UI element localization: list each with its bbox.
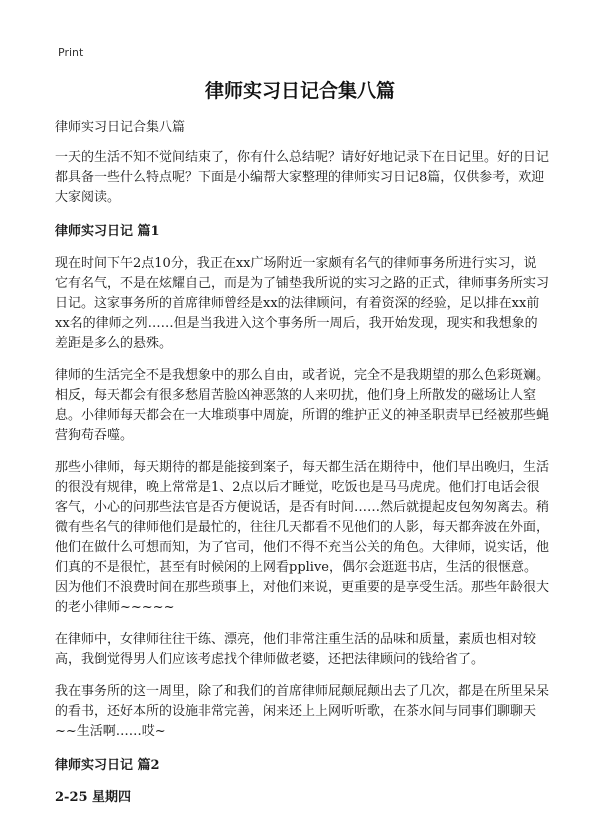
- document-title: 律师实习日记合集八篇: [204, 80, 395, 102]
- diary-date: 2-25 星期四: [55, 790, 132, 805]
- section-1-paragraph: 律师的生活完全不是我想象中的那么自由，或者说，完全不是我期望的那么色彩斑斓。相反，每天都会有很多愁眉苦脸凶神恶煞的人来叨扰，他们身上所散发的磁场让人窒息。小律师每天都会在一大堆琐事中周旋，所谓的维护正义的神圣职责早已经被那些蝇营狗苟吞噬。: [55, 368, 550, 443]
- document-body: [55, 118, 549, 808]
- section-1-paragraph: 我在事务所的这一周里，除了和我们的首席律师屁颠屁颠出去了几次，都是在所里呆呆的看书，还好本所的设施非常完善，闲来还上上网听听歌，在茶水间与同事们聊聊天~~生活啊……哎~: [55, 684, 550, 739]
- document-subtitle: 律师实习日记合集八篇: [55, 120, 186, 135]
- section-1-paragraph: 在律师中，女律师往往干练、漂亮，他们非常注重生活的品味和质量，素质也相对较高，我倒觉得男人们应该考虑找个律师做老婆，还把法律顾问的钱给省了。: [55, 632, 537, 667]
- intro-paragraph: 一天的生活不知不觉间结束了，你有什么总结呢？请好好地记录下在日记里。好的日记都具备一些什么特点呢？下面是小编帮大家整理的律师实习日记8篇，仅供参考，欢迎大家阅读。: [55, 150, 550, 205]
- section-1-paragraph: 那些小律师，每天期待的都是能接到案子，每天都生活在期待中，他们早出晚归，生活的很没有规律，晚上常常是1、2点以后才睡觉，吃饭也是马马虎虎。他们打电话会很客气，小心的问那些法官是否方便说话，是否有时间……然后就提起皮包匆匆离去。稍微有些名气的律师他们是最忙的，往往几天都看不见他们的人影，每天都奔波在外面，他们在做什么可想而知，为了官司，他们不得不充当公关的角色。大律师，说实话，他们真的不是很忙，甚至有时候闲的上网看pplive，偶尔会逛逛书店，生活的很惬意。因为他们不浪费时间在那些琐事上，对他们来说，更重要的是享受生活。那些年龄很大的老小律师~~~~~: [55, 460, 550, 615]
- section-1-paragraph: 现在时间下午2点10分，我正在xx广场附近一家颇有名气的律师事务所进行实习，说它有名气，不是在炫耀自己，而是为了铺垫我所说的实习之路的正式，律师事务所实习日记。这家事务所的首席律师曾经是xx的法律顾问，有着资深的经验，足以排在xx前xx名的律师之列……但是当我进入这个事务所一周后，我开始发现，现实和我想象的差距是多么的悬殊。: [55, 256, 550, 351]
- print-link[interactable]: Print: [58, 46, 84, 59]
- section-heading-1: 律师实习日记 篇1: [55, 224, 160, 239]
- section-heading-2: 律师实习日记 篇2: [55, 758, 160, 773]
